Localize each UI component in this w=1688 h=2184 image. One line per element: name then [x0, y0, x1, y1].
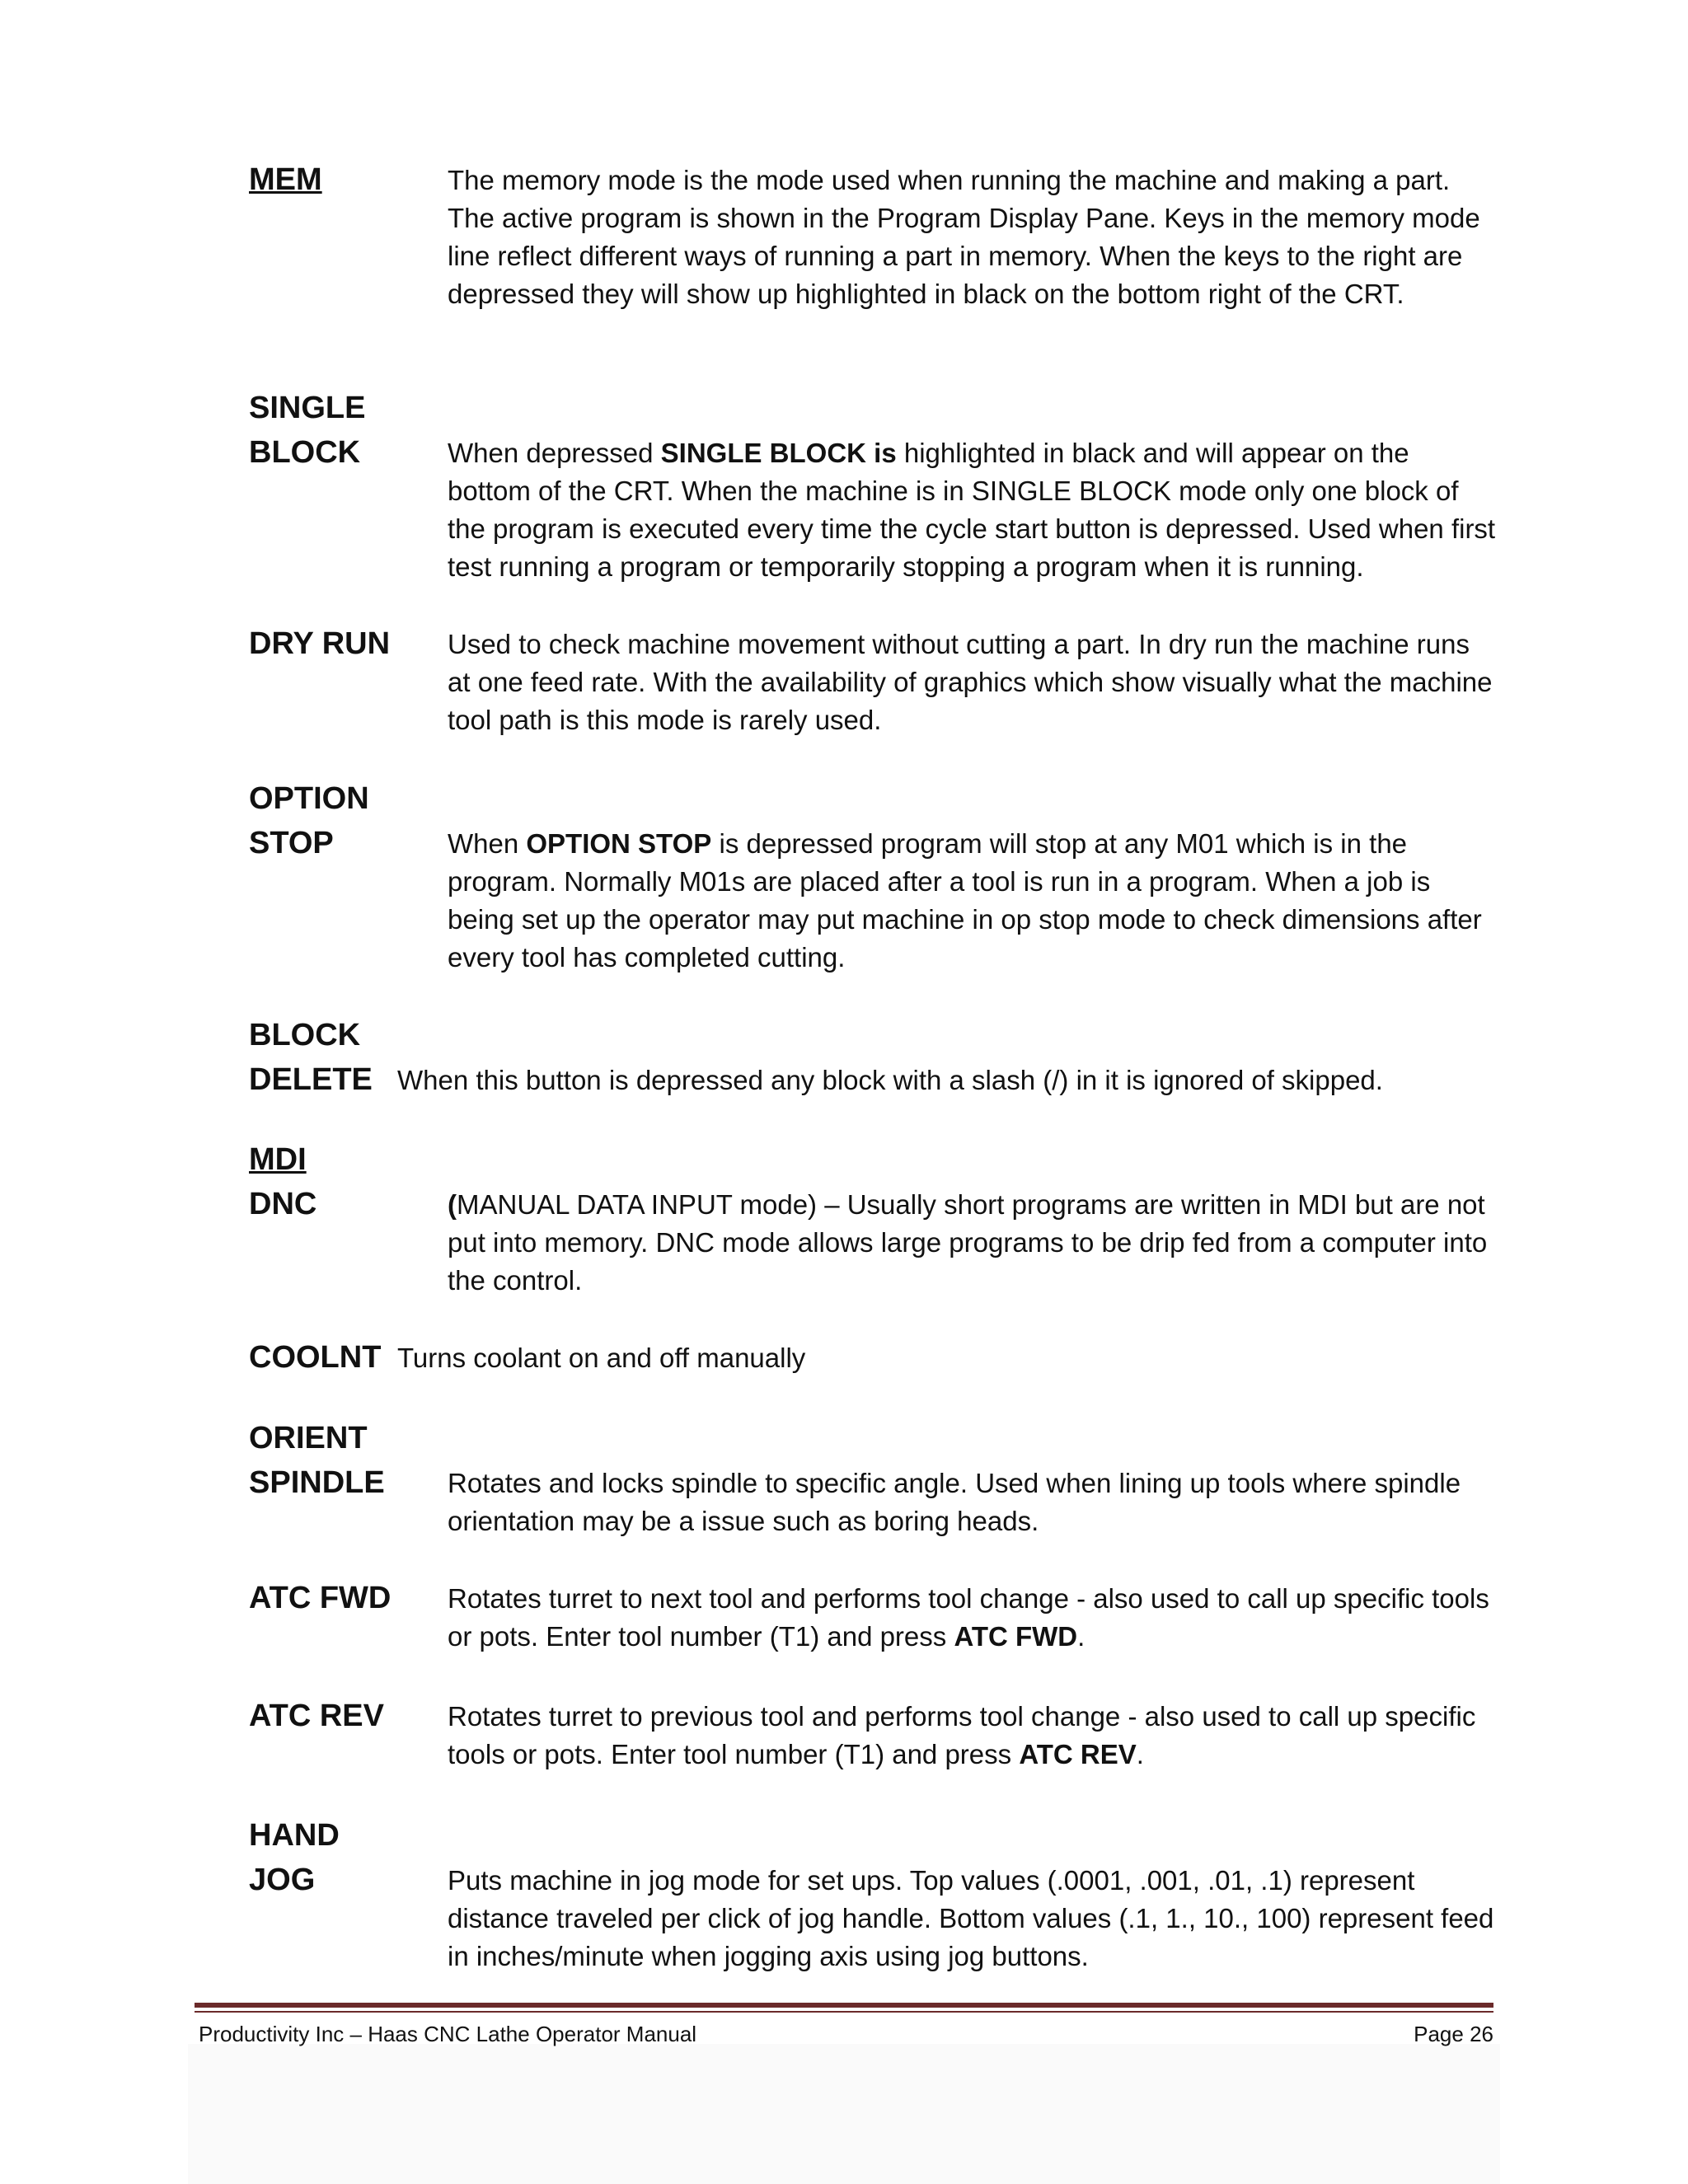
desc-dry-run: Used to check machine movement without cutting a part. In dry run the machine runs at one feed rate. With the availability of graphics which show visually what the machine tool path is this mode is rarely used.	[448, 629, 1493, 735]
desc-bold: OPTION STOP	[526, 828, 712, 859]
term-jog: JOG	[249, 1863, 316, 1897]
desc-text: is depressed program will stop at any M01 which is in the program. Normally M01s are placed after a tool is run in a program. When a job is being set up the operator may put machine in op stop mode to check dimensions after every tool has completed cutting.	[448, 828, 1482, 972]
term-dnc: DNC	[249, 1187, 317, 1221]
term-orient: ORIENT	[249, 1421, 368, 1455]
desc-bold: SINGLE BLOCK is	[660, 438, 897, 468]
desc-bold: ATC REV	[1019, 1739, 1137, 1769]
desc-single-block	[448, 434, 1498, 586]
term-stop: STOP	[249, 826, 334, 860]
desc-text: Rotates turret to previous tool and performs tool change - also used to call up specific tools or pots. Enter tool number (T1) and press	[448, 1701, 1476, 1769]
term-spindle: SPINDLE	[249, 1465, 385, 1500]
term-single: SINGLE	[249, 391, 366, 425]
desc-bold: (	[448, 1189, 457, 1220]
desc-mem: The memory mode is the mode used when running the machine and making a part. The active program is shown in the Program Display Pane. Keys in the memory mode line reflect different ways of running a part in memory. When the keys to the right are depressed they will show up highlighted in black on the bottom right of the CRT.	[448, 165, 1480, 309]
term-delete: DELETE	[249, 1062, 373, 1097]
desc-text: highlighted in black and will appear on the bottom of the CRT. When the machine is in SINGLE BLOCK mode only one block of the program is executed every time the cycle start button is depressed. Used when first test running a program or temporarily stopping a program when it is running.	[448, 438, 1496, 582]
term-dry-run: DRY RUN	[249, 626, 391, 661]
term-coolnt: COOLNT	[249, 1340, 382, 1375]
desc-orient-spindle: Rotates and locks spindle to specific angle. Used when lining up tools where spindle orientation may be a issue such as boring heads.	[448, 1468, 1461, 1536]
desc-hand-jog: Puts machine in jog mode for set ups. Top values (.0001, .001, .01, .1) represent distance traveled per click of jog handle. Bottom values (.1, 1., 10., 100) represent feed in inches/minute when jogging axis using jog buttons.	[448, 1865, 1494, 1971]
footer-rule-thin	[195, 2011, 1493, 2013]
desc-option-stop	[448, 825, 1498, 977]
desc-text: .	[1136, 1739, 1144, 1769]
page-number: Page 26	[1414, 2022, 1493, 2046]
desc-coolnt: Turns coolant on and off manually	[397, 1343, 806, 1373]
term-block: BLOCK	[249, 435, 361, 470]
term-atc-rev: ATC REV	[249, 1699, 384, 1733]
desc-block-delete: When this button is depressed any block with a slash (/) in it is ignored of skipped.	[397, 1065, 1383, 1095]
desc-text: When depressed	[448, 438, 661, 468]
desc-atc-fwd	[448, 1580, 1498, 1656]
desc-mdi-dnc	[448, 1186, 1498, 1300]
footer-title: Productivity Inc – Haas CNC Lathe Operator Manual	[199, 2022, 697, 2046]
page-bottom-shade	[188, 2044, 1500, 2184]
term-mem: MEM	[249, 162, 322, 197]
desc-bold: ATC FWD	[954, 1621, 1078, 1652]
desc-text: Rotates turret to next tool and performs tool change - also used to call up specific tools or pots. Enter tool number (T1) and press	[448, 1583, 1489, 1652]
term-atc-fwd: ATC FWD	[249, 1581, 392, 1615]
term-hand: HAND	[249, 1818, 340, 1853]
term-mdi: MDI	[249, 1142, 307, 1177]
desc-text: .	[1077, 1621, 1085, 1652]
desc-text: When	[448, 828, 527, 859]
desc-text: MANUAL DATA INPUT mode) – Usually short programs are written in MDI but are not put into memory. DNC mode allows large programs to be drip fed from a computer into the control.	[448, 1189, 1488, 1296]
term-option: OPTION	[249, 781, 369, 816]
desc-atc-rev	[448, 1698, 1498, 1774]
footer-rule	[195, 2003, 1493, 2008]
term-block2: BLOCK	[249, 1018, 361, 1052]
